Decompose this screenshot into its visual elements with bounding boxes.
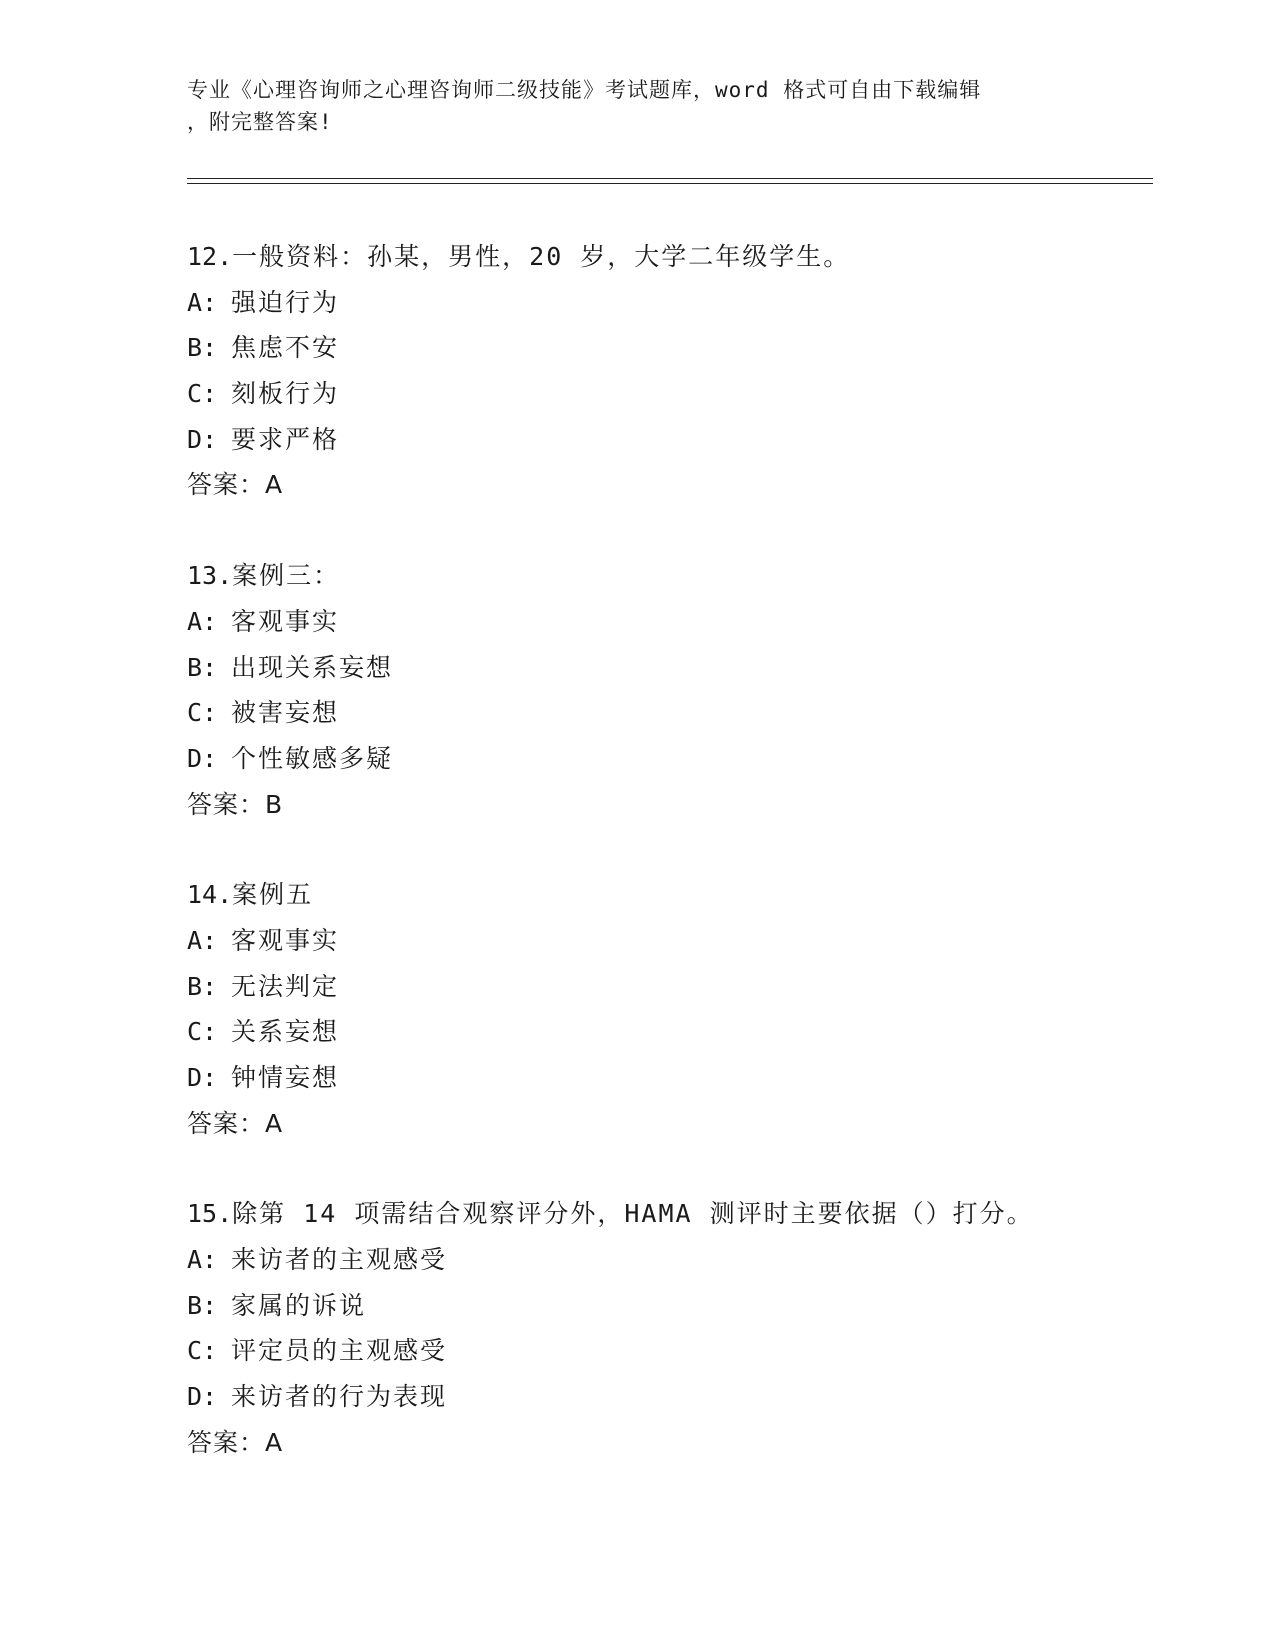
option-text: 出现关系妄想 <box>231 652 394 682</box>
option-text: 家属的诉说 <box>231 1290 367 1320</box>
header-line-2: ，附完整答案! <box>187 110 333 134</box>
option-key: A: <box>187 606 218 636</box>
option-key: A: <box>187 1245 218 1275</box>
option-text: 来访者的主观感受 <box>231 1245 448 1275</box>
option-key: A: <box>187 287 218 317</box>
option-a <box>187 599 1147 645</box>
option-key: D: <box>187 743 218 773</box>
question-title <box>187 872 1147 918</box>
question-text: 除第 14 项需结合观察评分外，HAMA 测评时主要依据（）打分。 <box>232 1199 1034 1229</box>
option-text: 焦虑不安 <box>231 333 340 363</box>
question-12 <box>187 234 1147 508</box>
option-d <box>187 736 1147 782</box>
question-title <box>187 234 1147 280</box>
question-list <box>187 234 1147 1511</box>
option-text: 个性敏感多疑 <box>231 743 394 773</box>
option-text: 关系妄想 <box>231 1017 340 1047</box>
option-key: D: <box>187 1063 218 1092</box>
option-b <box>187 1283 1147 1329</box>
question-15 <box>187 1191 1147 1465</box>
option-a <box>187 280 1147 326</box>
option-text: 刻板行为 <box>231 379 340 409</box>
question-number: 15. <box>187 1199 233 1229</box>
option-key: D: <box>187 1382 218 1412</box>
option-text: 被害妄想 <box>231 698 340 728</box>
question-13 <box>187 553 1147 827</box>
answer-line: 答案：A <box>187 1427 284 1457</box>
option-c <box>187 690 1147 736</box>
option-c <box>187 1009 1147 1055</box>
option-key: B: <box>187 1290 218 1320</box>
question-number: 13. <box>187 561 233 591</box>
option-key: C: <box>187 1017 218 1047</box>
answer-line: 答案：A <box>187 1108 284 1138</box>
option-text: 无法判定 <box>231 971 340 1001</box>
option-a <box>187 918 1147 964</box>
option-text: 要求严格 <box>231 424 340 454</box>
option-text: 钟情妄想 <box>231 1063 340 1092</box>
option-a <box>187 1237 1147 1283</box>
option-d <box>187 417 1147 463</box>
option-text: 客观事实 <box>231 606 340 636</box>
option-key: C: <box>187 698 218 728</box>
question-title <box>187 1191 1147 1237</box>
question-14 <box>187 872 1147 1146</box>
option-key: B: <box>187 652 218 682</box>
option-text: 强迫行为 <box>231 287 340 317</box>
option-b <box>187 325 1147 371</box>
option-key: A: <box>187 925 218 955</box>
answer-line: 答案：B <box>187 789 284 819</box>
question-text: 案例五 <box>232 880 314 910</box>
question-number: 12. <box>187 242 233 271</box>
header-rule-bottom <box>187 183 1153 184</box>
question-number: 14. <box>187 880 233 910</box>
question-text: 案例三： <box>232 561 341 591</box>
answer-line: 答案：A <box>187 470 284 500</box>
option-d <box>187 1055 1147 1101</box>
question-text: 一般资料：孙某，男性，20 岁，大学二年级学生。 <box>232 242 851 271</box>
header-rule-top <box>187 178 1153 179</box>
option-key: B: <box>187 333 218 363</box>
option-key: B: <box>187 971 218 1001</box>
document-header <box>187 74 1087 138</box>
option-text: 来访者的行为表现 <box>231 1382 448 1412</box>
option-b <box>187 645 1147 691</box>
option-b <box>187 964 1147 1010</box>
option-c <box>187 371 1147 417</box>
option-c <box>187 1328 1147 1374</box>
option-key: D: <box>187 424 218 454</box>
option-text: 评定员的主观感受 <box>231 1336 448 1366</box>
question-title <box>187 553 1147 599</box>
option-d <box>187 1374 1147 1420</box>
option-key: C: <box>187 379 218 409</box>
header-line-1: 专业《心理咨询师之心理咨询师二级技能》考试题库，word 格式可自由下载编辑 <box>187 78 982 102</box>
option-key: C: <box>187 1336 218 1366</box>
option-text: 客观事实 <box>231 925 340 955</box>
